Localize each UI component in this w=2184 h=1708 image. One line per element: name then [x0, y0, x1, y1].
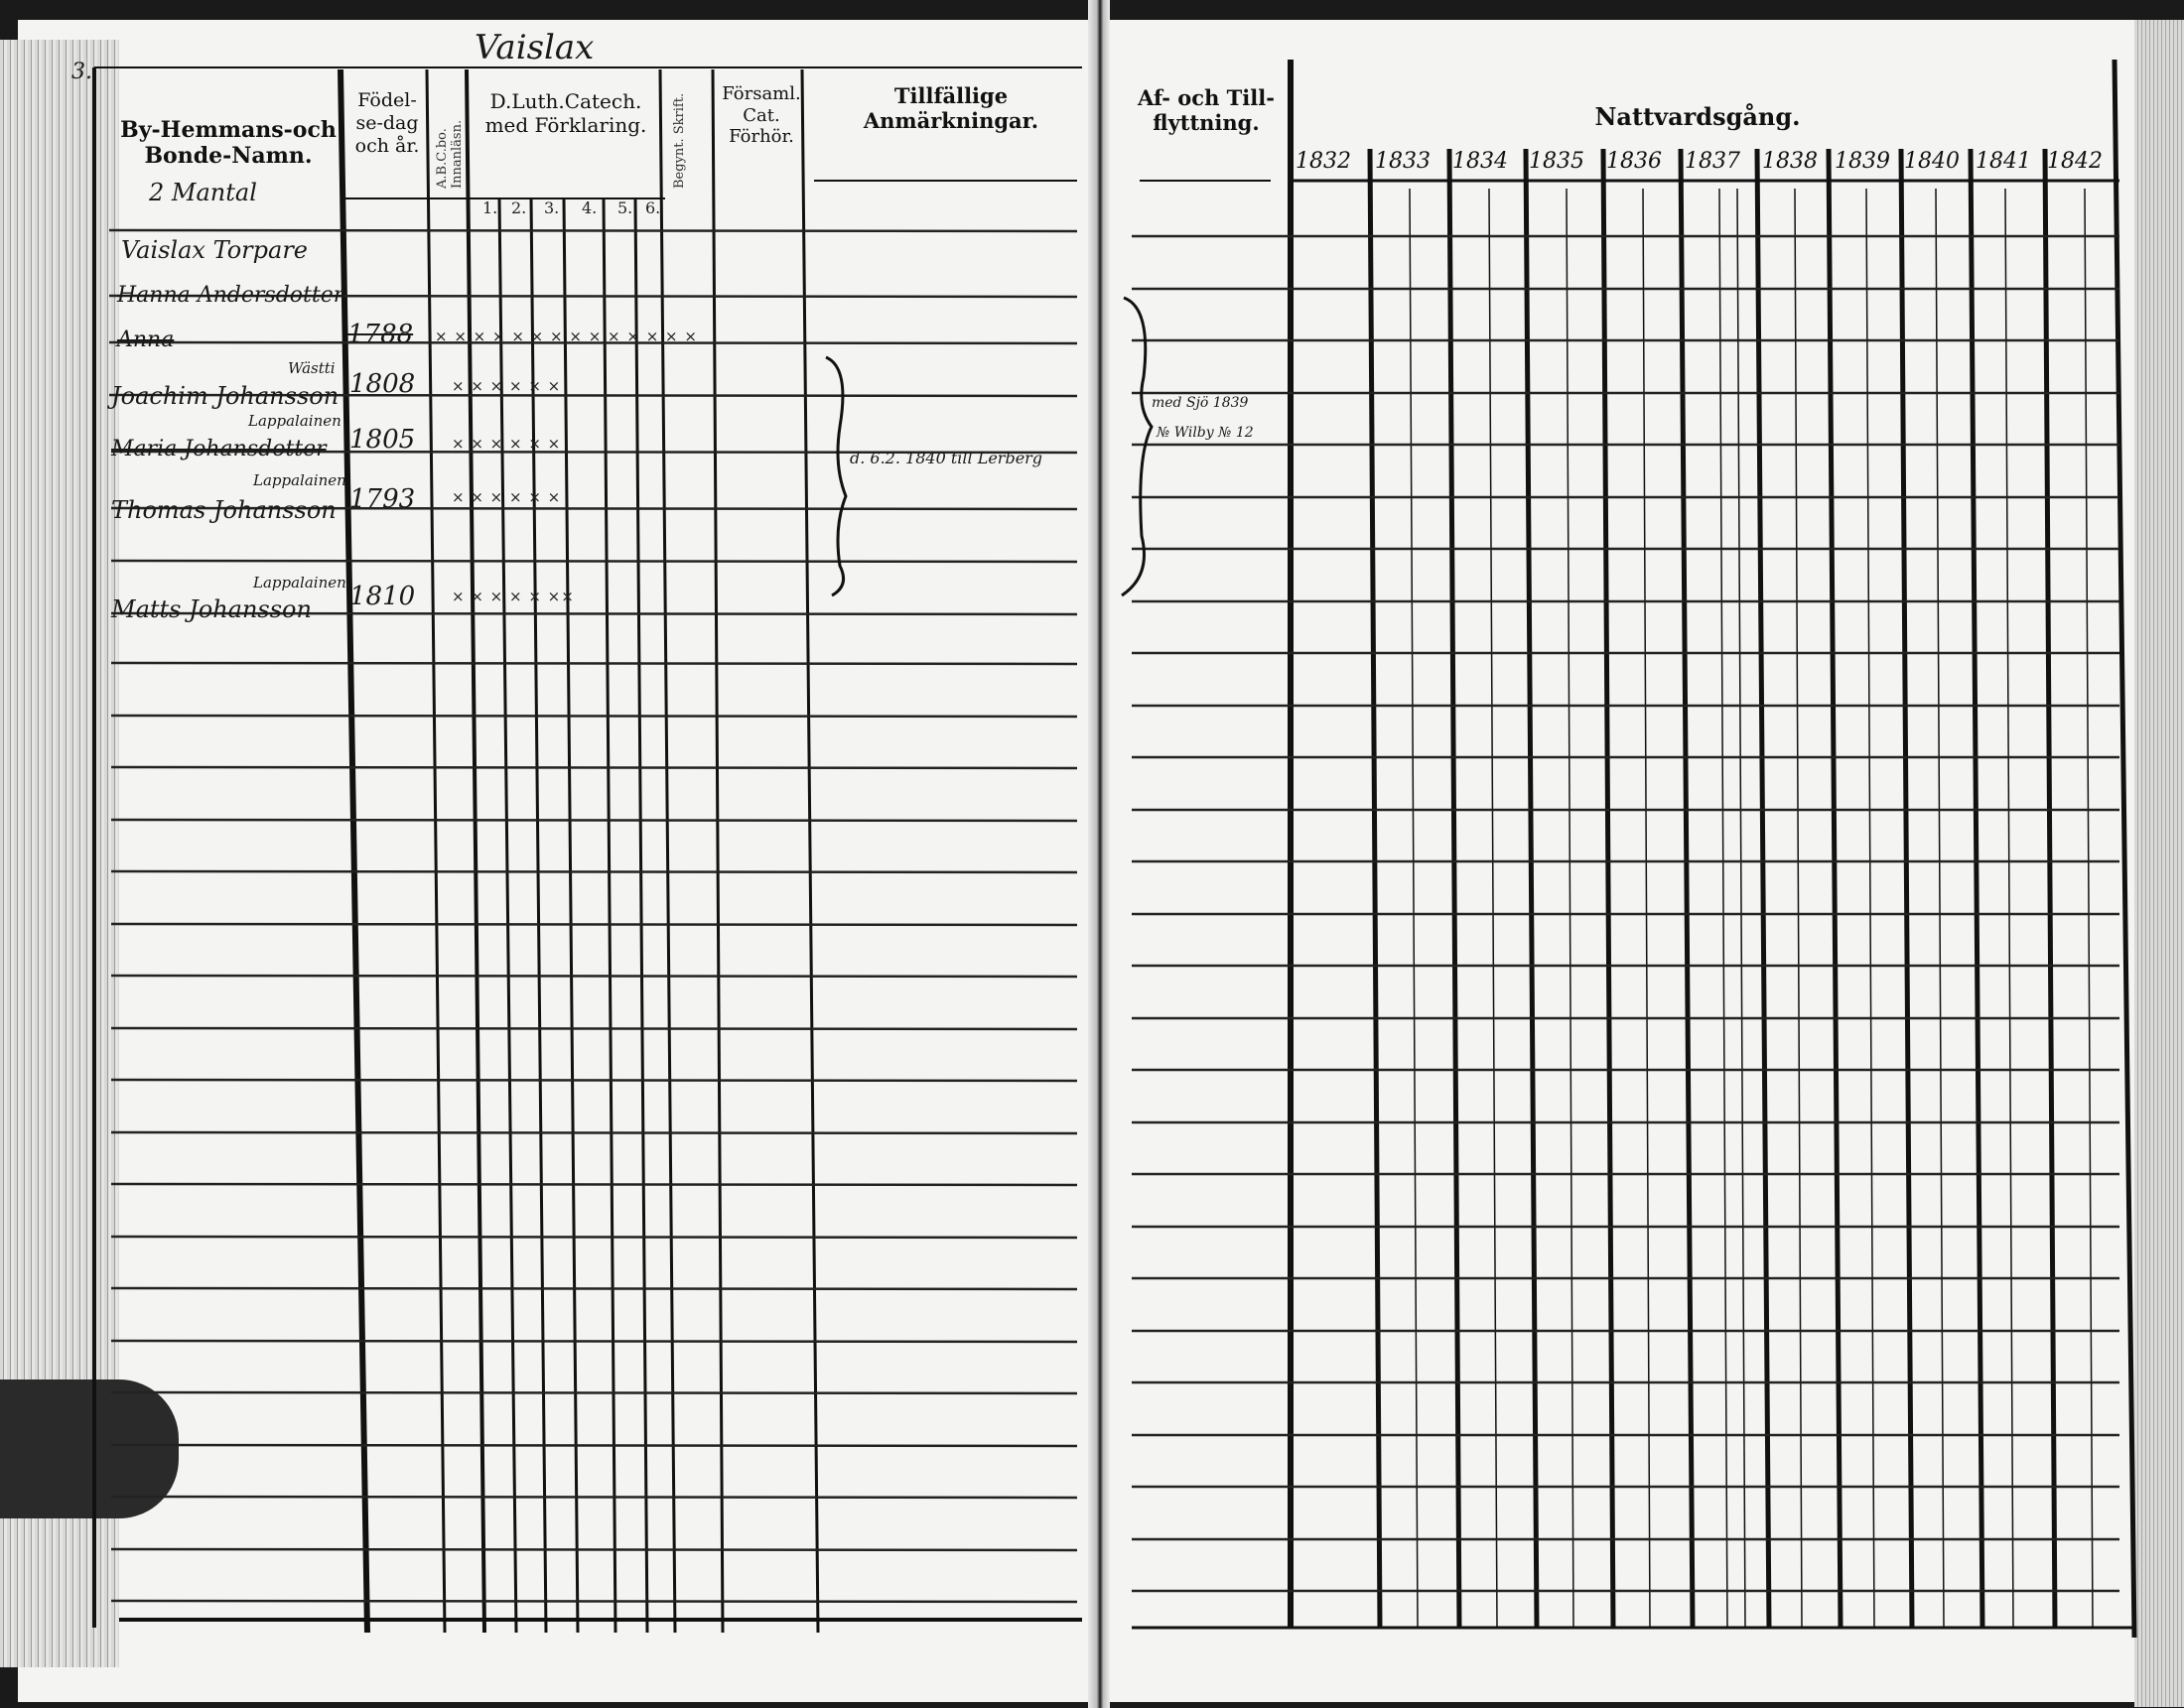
row-5-note: Lappalainen	[248, 412, 341, 430]
mantal-label: 2 Mantal	[149, 179, 257, 206]
header-extra: Begynt. Skrift.	[672, 92, 687, 189]
row-4-name: Joachim Johansson	[111, 382, 340, 410]
header-catechism: D.Luth.Catech. med Förklaring.	[484, 89, 647, 137]
ruled-line	[111, 1497, 1077, 1498]
cat-col-1: 1.	[482, 198, 498, 217]
ruled-line	[111, 1288, 1077, 1289]
year-1842: 1842	[2047, 149, 2103, 174]
year-1833: 1833	[1375, 149, 1431, 174]
row-4-note: Wästti	[288, 359, 336, 377]
year-1832: 1832	[1296, 149, 1351, 174]
ruled-line	[111, 820, 1077, 821]
page-number: 3.	[71, 60, 92, 84]
year-1835: 1835	[1529, 149, 1584, 174]
moving-entry-1: med Sjö 1839	[1152, 395, 1249, 411]
ruled-line	[111, 767, 1077, 768]
ruled-line	[111, 1549, 1077, 1550]
row-3-year: 1788	[347, 320, 414, 349]
cat-col-5: 5.	[617, 198, 633, 217]
ruled-line	[111, 924, 1077, 925]
row-4-year: 1808	[349, 369, 416, 399]
header-name: By-Hemmans-och Bonde-Namn.	[120, 117, 337, 170]
ruled-line	[111, 871, 1077, 872]
row-6-note: Lappalainen	[253, 471, 346, 489]
ruled-line	[111, 1028, 1077, 1029]
ruled-line	[111, 1445, 1077, 1446]
header-remarks: Tillfällige Anmärkningar.	[863, 83, 1039, 134]
year-1841: 1841	[1976, 149, 2031, 174]
cat-col-6: 6.	[645, 198, 661, 217]
year-1838: 1838	[1762, 149, 1818, 174]
year-1834: 1834	[1452, 149, 1508, 174]
row-4-marks: × × × × × ×	[452, 377, 562, 395]
year-1840: 1840	[1904, 149, 1960, 174]
year-1836: 1836	[1606, 149, 1662, 174]
remark-entry: d. 6.2. 1840 till Lerberg	[850, 449, 1043, 467]
cat-col-2: 2.	[511, 198, 527, 217]
ruled-line	[111, 1132, 1077, 1133]
cat-col-3: 3.	[544, 198, 560, 217]
ruled-line	[111, 1080, 1077, 1081]
row-6-name: Thomas Johansson	[111, 496, 337, 524]
ruled-line	[111, 663, 1077, 664]
page-title: Vaislax	[475, 28, 595, 67]
ruled-line	[111, 1184, 1077, 1185]
ruled-line	[111, 716, 1077, 717]
row-2-name: Hanna Andersdotter	[117, 283, 344, 308]
year-1837: 1837	[1685, 149, 1740, 174]
row-5-marks: × × × × × ×	[452, 435, 562, 453]
year-1839: 1839	[1835, 149, 1890, 174]
ruled-line	[111, 1392, 1077, 1393]
row-1-name: Vaislax Torpare	[121, 236, 308, 264]
moving-entry-2: № Wilby № 12	[1157, 425, 1254, 441]
header-abc: A.B.C.bo. Innanläsn.	[435, 119, 465, 189]
header-moving: Af- och Till- flyttning.	[1138, 85, 1275, 136]
row-7-year: 1810	[349, 582, 416, 611]
ruled-line	[111, 561, 1077, 562]
ruled-line	[111, 1601, 1077, 1602]
header-birth: Födel-se-dag och år.	[354, 89, 420, 157]
header-forsaml: Församl. Cat. Förhör.	[722, 83, 801, 148]
ruled-line	[111, 976, 1077, 977]
row-7-marks: × × × × × ××	[452, 588, 575, 605]
row-7-name: Matts Johansson	[111, 595, 312, 623]
ruled-line	[109, 230, 1077, 231]
ruled-line	[111, 1237, 1077, 1238]
row-3-name: Anna	[117, 328, 175, 352]
row-6-year: 1793	[349, 484, 416, 514]
row-7-note: Lappalainen	[253, 574, 346, 591]
row-5-year: 1805	[349, 425, 416, 455]
row-3-marks: × × × × × × × × × × × × × ×	[435, 328, 698, 345]
header-communion: Nattvardsgång.	[1594, 102, 1801, 131]
row-5-name: Maria Johansdotter	[111, 437, 327, 461]
cat-col-4: 4.	[582, 198, 598, 217]
row-6-marks: × × × × × ×	[452, 488, 562, 506]
ruled-line	[111, 1341, 1077, 1342]
